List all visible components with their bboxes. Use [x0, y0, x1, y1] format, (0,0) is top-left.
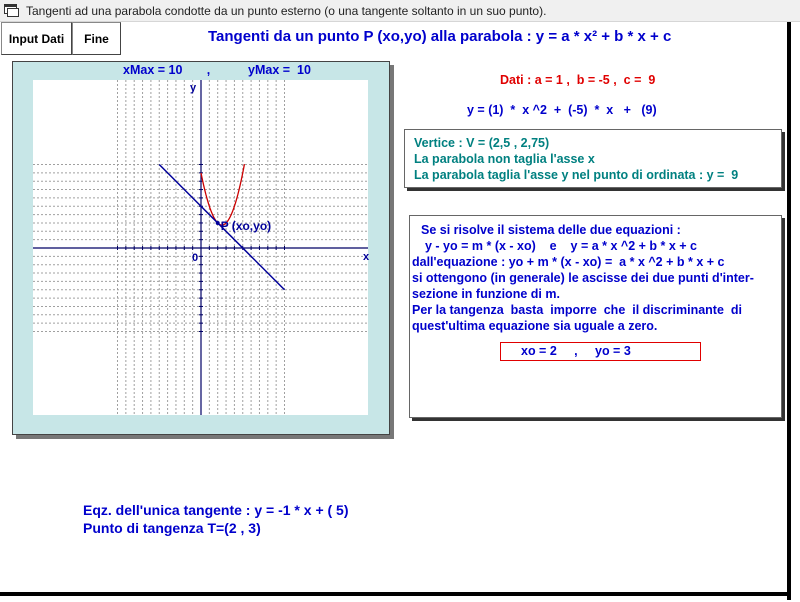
page-title: Tangenti da un punto P (xo,yo) alla parabola : y = a * x² + b * x + c	[208, 28, 672, 45]
window-title: Tangenti ad una parabola condotte da un punto esterno (o una tangente soltanto in un suo punto).	[26, 4, 547, 18]
title-bar[interactable]	[0, 0, 800, 22]
vertex-line: Vertice : V = (2,5 , 2,75)	[414, 136, 550, 150]
app-window-icon	[4, 4, 19, 17]
vertex-info-box	[404, 129, 782, 188]
explanation-line: dall'equazione : yo + m * (x - xo) = a * x ^2 + b * x + c	[412, 255, 725, 269]
plot-area	[33, 80, 368, 415]
window-frame-right	[787, 22, 791, 600]
axes	[33, 80, 368, 415]
dati-label: Dati : a = 1 , b = -5 , c = 9	[500, 73, 656, 87]
x-axis-label: x	[363, 251, 370, 263]
tangent-point: Punto di tangenza T=(2 , 3)	[83, 520, 261, 536]
y-axis-label: y	[190, 82, 197, 94]
system-explanation-box	[409, 215, 782, 418]
explanation-line: quest'ultima equazione sia uguale a zero.	[412, 319, 658, 333]
result-box: xo = 2 , yo = 3	[500, 342, 701, 361]
fine-button[interactable]: Fine	[72, 22, 121, 55]
explanation-line: sezione in funzione di m.	[412, 287, 560, 301]
xmax-label: xMax = 10 ,	[123, 63, 211, 77]
explanation-line: y - yo = m * (x - xo) e y = a * x ^2 + b * x + c	[425, 239, 698, 253]
window-frame-bottom	[0, 592, 791, 596]
explanation-line: Per la tangenza basta imporre che il discriminante di	[412, 303, 742, 317]
input-dati-button[interactable]: Input Dati	[1, 22, 72, 55]
parabola-equation: y = (1) * x ^2 + (-5) * x + (9)	[467, 103, 657, 117]
explanation-line: Se si risolve il sistema delle due equazioni :	[421, 223, 681, 237]
point-label: P (xo,yo)	[220, 218, 272, 233]
explanation-line: si ottengono (in generale) le ascisse dei due punti d'inter-	[412, 271, 754, 285]
tangent-equation: Eqz. dell'unica tangente : y = -1 * x + ( 5)	[83, 502, 349, 518]
x-intersection-line: La parabola non taglia l'asse x	[414, 152, 595, 166]
origin-label: 0	[192, 252, 199, 264]
ymax-label: yMax = 10	[248, 63, 311, 77]
tangent-point-marker	[216, 221, 220, 225]
y-intersection-line: La parabola taglia l'asse y nel punto di ordinata : y = 9	[414, 168, 739, 182]
